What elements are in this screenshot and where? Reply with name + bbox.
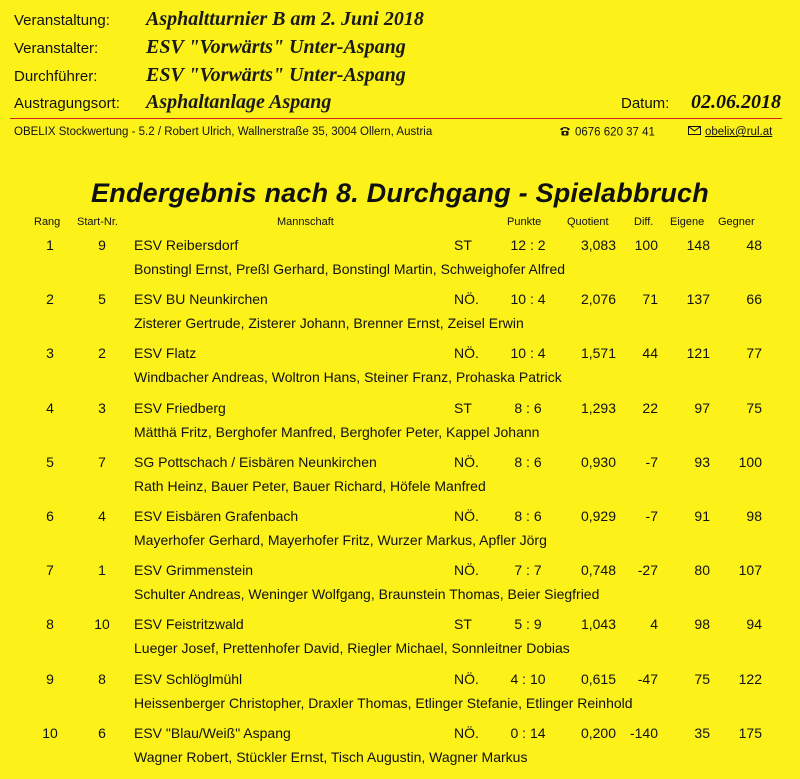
cell-gegner: 107	[738, 562, 762, 579]
cell-diff: -47	[637, 670, 658, 687]
phone-number: 0676 620 37 41	[575, 126, 655, 139]
cell-region: ST	[454, 399, 472, 416]
cell-rang: 10	[42, 724, 58, 741]
cell-team: ESV Feistritzwald	[134, 616, 244, 633]
cell-start: 6	[98, 724, 106, 741]
table-row	[0, 671, 800, 725]
executor-label: Durchführer:	[14, 68, 98, 85]
cell-quotient: 0,200	[580, 724, 616, 741]
cell-rang: 3	[46, 345, 54, 362]
cell-start: 9	[98, 237, 106, 253]
cell-eigene: 80	[694, 562, 710, 579]
cell-eigene: 98	[694, 616, 710, 633]
cell-start: 5	[98, 291, 106, 308]
event-value: Asphaltturnier B am 2. Juni 2018	[146, 8, 424, 30]
cell-rang: 1	[46, 237, 54, 253]
cell-diff: 100	[634, 237, 658, 253]
cell-quotient: 0,615	[580, 670, 616, 687]
table-row	[0, 291, 800, 345]
team-players: Schulter Andreas, Weninger Wolfgang, Braunstein Thomas, Beier Siegfried	[134, 586, 600, 603]
cell-gegner: 66	[746, 291, 762, 308]
executor-value: ESV "Vorwärts" Unter-Aspang	[146, 64, 406, 86]
col-eigene: Eigene	[670, 216, 705, 228]
cell-diff: -140	[629, 724, 658, 741]
cell-punkte: 8 : 6	[514, 453, 542, 470]
col-gegner: Gegner	[718, 216, 755, 228]
cell-region: ST	[454, 616, 472, 633]
cell-start: 8	[98, 670, 106, 687]
table-row	[0, 454, 800, 508]
cell-diff: 44	[642, 345, 658, 362]
cell-team: ESV "Blau/Weiß" Aspang	[134, 724, 291, 741]
cell-gegner: 48	[746, 237, 762, 253]
date-value: 02.06.2018	[691, 91, 781, 113]
organizer-label: Veranstalter:	[14, 40, 99, 57]
cell-eigene: 148	[686, 237, 710, 253]
cell-team: SG Pottschach / Eisbären Neunkirchen	[134, 453, 377, 470]
organizer-row	[14, 36, 794, 62]
cell-punkte: 7 : 7	[514, 562, 542, 579]
cell-eigene: 97	[694, 399, 710, 416]
email-link[interactable]: obelix@rul.at	[705, 126, 773, 139]
cell-team: ESV Reibersdorf	[134, 237, 239, 253]
venue-value: Asphaltanlage Aspang	[146, 91, 332, 113]
cell-start: 3	[98, 399, 106, 416]
table-row	[0, 725, 800, 779]
header-divider	[10, 118, 782, 119]
cell-team: ESV Grimmenstein	[134, 562, 254, 579]
phone-icon	[559, 126, 571, 139]
event-label: Veranstaltung:	[14, 12, 110, 29]
cell-eigene: 121	[686, 345, 710, 362]
cell-diff: -7	[645, 453, 658, 470]
cell-punkte: 4 : 10	[510, 670, 546, 687]
col-start: Start-Nr.	[77, 216, 118, 228]
cell-region: NÖ.	[454, 291, 479, 308]
table-row	[0, 237, 800, 291]
cell-start: 4	[98, 508, 106, 524]
executor-row	[14, 64, 794, 90]
cell-diff: -27	[637, 562, 658, 579]
cell-quotient: 3,083	[580, 237, 616, 253]
team-players: Bonstingl Ernst, Preßl Gerhard, Bonstingl Martin, Schweighofer Alfred	[134, 261, 566, 277]
cell-punkte: 10 : 4	[510, 291, 546, 308]
cell-punkte: 10 : 4	[510, 345, 546, 362]
cell-region: NÖ.	[454, 562, 479, 579]
cell-region: NÖ.	[454, 724, 479, 741]
cell-start: 10	[94, 616, 110, 633]
team-players: Windbacher Andreas, Woltron Hans, Steiner Franz, Prohaska Patrick	[134, 369, 562, 386]
team-players: Mätthä Fritz, Berghofer Manfred, Berghofer Peter, Kappel Johann	[134, 423, 540, 440]
venue-row	[14, 91, 794, 117]
page-title: Endergebnis nach 8. Durchgang - Spielabbruch	[91, 178, 709, 208]
cell-quotient: 2,076	[580, 291, 616, 308]
cell-region: NÖ.	[454, 453, 479, 470]
date-label: Datum:	[621, 95, 670, 112]
cell-gegner: 100	[738, 453, 762, 470]
cell-punkte: 5 : 9	[514, 616, 542, 633]
organizer-value: ESV "Vorwärts" Unter-Aspang	[146, 36, 406, 58]
table-row	[0, 562, 800, 616]
col-diff: Diff.	[634, 216, 654, 228]
team-players: Lueger Josef, Prettenhofer David, Riegler Michael, Sonnleitner Dobias	[134, 640, 570, 657]
col-rang: Rang	[34, 216, 61, 228]
event-row	[14, 8, 794, 34]
cell-region: NÖ.	[454, 508, 479, 524]
cell-eigene: 75	[694, 670, 710, 687]
cell-gegner: 122	[738, 670, 762, 687]
cell-diff: 4	[650, 616, 658, 633]
cell-quotient: 0,930	[580, 453, 616, 470]
cell-eigene: 93	[694, 453, 710, 470]
team-players: Rath Heinz, Bauer Peter, Bauer Richard, Höfele Manfred	[134, 477, 486, 494]
cell-gegner: 75	[746, 399, 762, 416]
cell-diff: 71	[642, 291, 658, 308]
email-block	[688, 126, 772, 138]
cell-quotient: 1,043	[580, 616, 616, 633]
cell-eigene: 35	[694, 724, 710, 741]
cell-team: ESV Eisbären Grafenbach	[134, 508, 299, 524]
team-players: Zisterer Gertrude, Zisterer Johann, Brenner Ernst, Zeisel Erwin	[134, 315, 524, 332]
cell-eigene: 91	[694, 508, 710, 524]
cell-gegner: 175	[738, 724, 762, 741]
cell-gegner: 98	[746, 508, 762, 524]
table-row	[0, 400, 800, 454]
team-players: Mayerhofer Gerhard, Mayerhofer Fritz, Wurzer Markus, Apfler Jörg	[134, 532, 547, 548]
cell-punkte: 8 : 6	[514, 399, 542, 416]
cell-rang: 7	[46, 562, 54, 579]
cell-punkte: 8 : 6	[514, 508, 542, 524]
table-row	[0, 508, 800, 562]
cell-rang: 2	[46, 291, 54, 308]
cell-team: ESV BU Neunkirchen	[134, 291, 268, 308]
cell-punkte: 0 : 14	[510, 724, 546, 741]
cell-team: ESV Schlöglmühl	[134, 670, 243, 687]
cell-start: 7	[98, 453, 106, 470]
team-players: Wagner Robert, Stückler Ernst, Tisch Augustin, Wagner Markus	[134, 748, 528, 765]
cell-rang: 6	[46, 508, 54, 524]
table-row	[0, 616, 800, 670]
cell-gegner: 77	[746, 345, 762, 362]
cell-eigene: 137	[686, 291, 710, 308]
col-punkte: Punkte	[507, 216, 542, 228]
col-quotient: Quotient	[567, 216, 609, 228]
cell-quotient: 0,748	[580, 562, 616, 579]
cell-diff: 22	[642, 399, 658, 416]
team-players: Heissenberger Christopher, Draxler Thomas, Etlinger Stefanie, Etlinger Reinhold	[134, 694, 633, 711]
cell-region: ST	[454, 237, 472, 253]
cell-rang: 9	[46, 670, 54, 687]
cell-start: 2	[98, 345, 106, 362]
cell-team: ESV Friedberg	[134, 399, 226, 416]
cell-quotient: 0,929	[580, 508, 616, 524]
cell-rang: 5	[46, 453, 54, 470]
cell-diff: -7	[645, 508, 658, 524]
col-team: Mannschaft	[277, 216, 334, 228]
mail-icon	[688, 126, 701, 138]
cell-quotient: 1,293	[580, 399, 616, 416]
address-text: OBELIX Stockwertung - 5.2 / Robert Ulrich, Wallnerstraße 35, 3004 Ollern, Austria	[14, 126, 433, 138]
cell-region: NÖ.	[454, 345, 479, 362]
phone-block	[559, 126, 655, 139]
table-row	[0, 345, 800, 399]
cell-team: ESV Flatz	[134, 345, 197, 362]
cell-region: NÖ.	[454, 670, 479, 687]
cell-rang: 8	[46, 616, 54, 633]
cell-start: 1	[98, 562, 106, 579]
cell-gegner: 94	[746, 616, 762, 633]
venue-label: Austragungsort:	[14, 95, 120, 112]
cell-punkte: 12 : 2	[510, 237, 546, 253]
cell-quotient: 1,571	[580, 345, 616, 362]
cell-rang: 4	[46, 399, 54, 416]
